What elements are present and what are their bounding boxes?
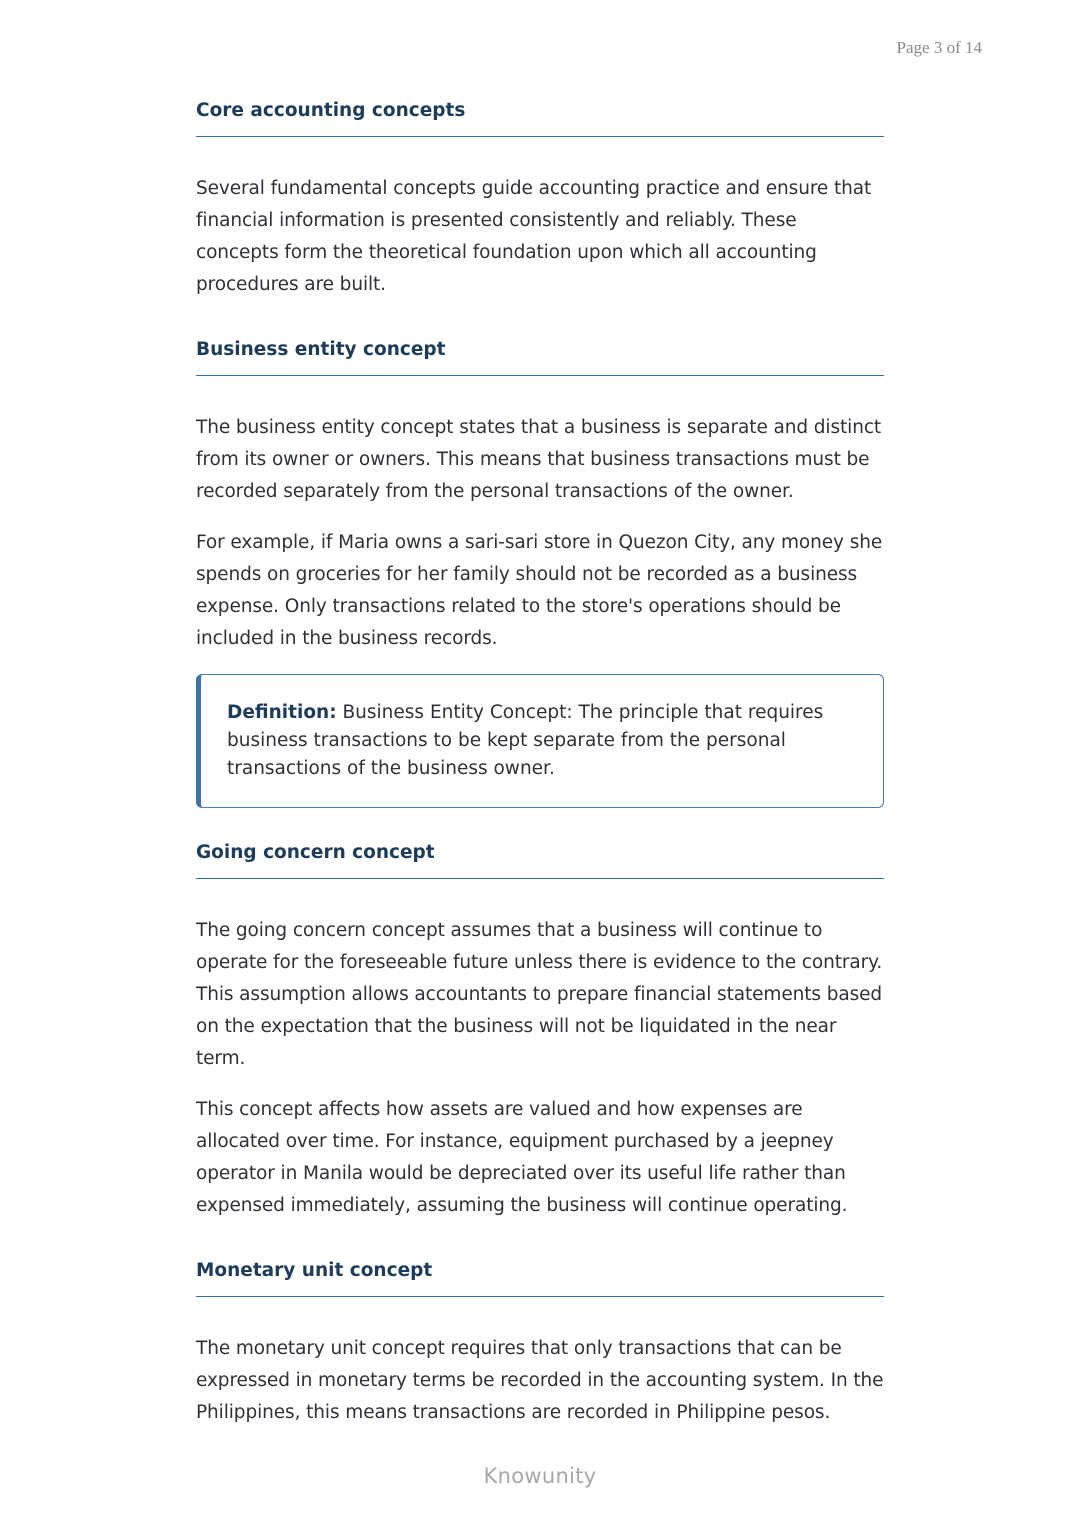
paragraph-monetary-unit-1: The monetary unit concept requires that only transactions that can be expressed in monetary terms be recorded in the accounting system. In the Philippines, this means transactions are recorded in Philippine pesos. bbox=[196, 1337, 884, 1423]
page-number: Page 3 of 14 bbox=[896, 38, 982, 57]
section-heading-business-entity: Business entity concept bbox=[196, 337, 884, 376]
brand-watermark: Knowunity bbox=[483, 1464, 597, 1488]
document-body bbox=[196, 98, 884, 1448]
section-business-entity-concept bbox=[196, 337, 884, 808]
paragraph-core-intro: Several fundamental concepts guide accounting practice and ensure that financial information is presented consistently and reliably. These concepts form the theoretical foundation upon which all accounting procedures are built. bbox=[196, 177, 872, 295]
paragraph-business-entity-1: The business entity concept states that a business is separate and distinct from its owner or owners. This means that business transactions must be recorded separately from the personal transactions of the owner. bbox=[196, 416, 882, 502]
section-heading-monetary-unit: Monetary unit concept bbox=[196, 1258, 884, 1297]
section-going-concern-concept bbox=[196, 840, 884, 1222]
definition-callout bbox=[196, 674, 884, 808]
section-heading-core: Core accounting concepts bbox=[196, 98, 884, 137]
definition-text: Business Entity Concept: The principle that requires business transactions to be kept separate from the personal transactions of the business owner. bbox=[227, 701, 824, 779]
paragraph-going-concern-2: This concept affects how assets are valued and how expenses are allocated over time. For instance, equipment purchased by a jeepney operator in Manila would be depreciated over its useful life rather than expensed immediately, assuming the business will continue operating. bbox=[196, 1098, 848, 1216]
paragraph-going-concern-1: The going concern concept assumes that a business will continue to operate for the foreseeable future unless there is evidence to the contrary. This assumption allows accountants to prepare financial statements based on the expectation that the business will not be liquidated in the near term. bbox=[196, 919, 883, 1069]
definition-term: Definition: bbox=[227, 701, 337, 723]
paragraph-business-entity-2: For example, if Maria owns a sari-sari store in Quezon City, any money she spends on groceries for her family should not be recorded as a business expense. Only transactions related to the store's operations should be included in the business records. bbox=[196, 531, 883, 649]
section-core-accounting-concepts bbox=[196, 98, 884, 301]
section-heading-going-concern: Going concern concept bbox=[196, 840, 884, 879]
section-monetary-unit-concept bbox=[196, 1258, 884, 1429]
